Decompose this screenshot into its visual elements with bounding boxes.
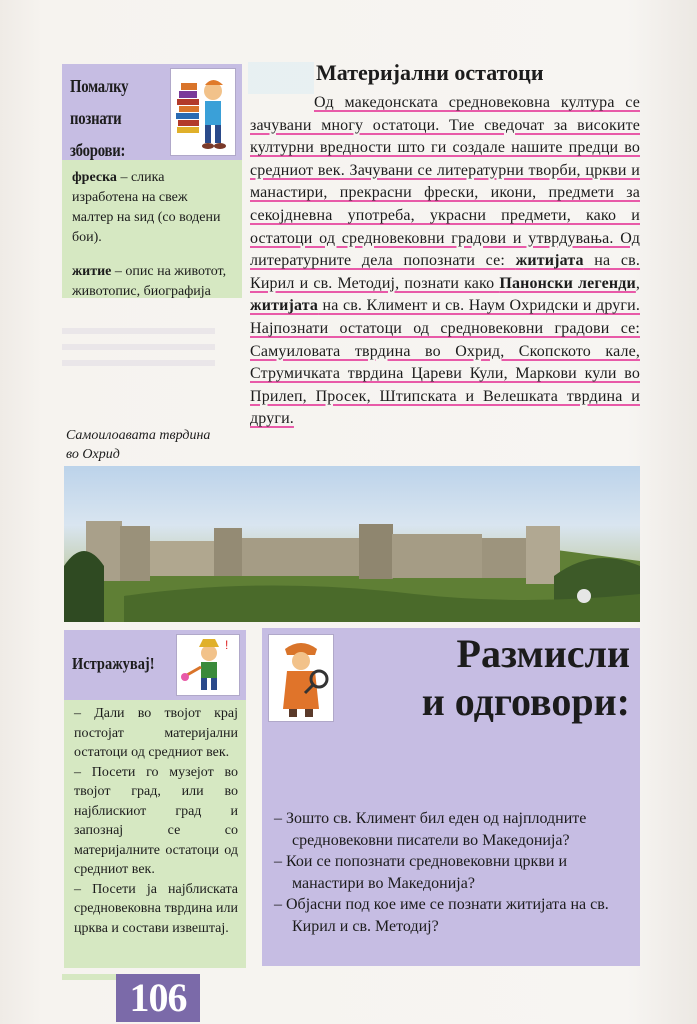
- fortress-photo: [64, 466, 640, 622]
- vocabulary-box: [62, 64, 242, 298]
- research-title: Истражувај!: [72, 654, 155, 673]
- svg-text:!: !: [225, 638, 229, 652]
- caption-line: Самоилоaвата тврдина: [66, 428, 211, 443]
- bold-term: житијата: [250, 297, 319, 315]
- research-item: – Посети ја најблиската средновековна тврдина или црква и состави извештај.: [74, 881, 238, 936]
- research-item: – Посети го музејот во твојот град, или во најблискиот град и запознај се со материјалните остатоци од средниот век.: [74, 764, 238, 877]
- vocabulary-header: [62, 64, 242, 160]
- definition: – слика изработена на свеж малтер на ѕид (со водени бои).: [72, 170, 221, 245]
- term: фреска: [72, 170, 117, 185]
- main-paragraph: [250, 92, 640, 431]
- think-and-answer-box: [262, 628, 640, 966]
- paragraph-text: ,: [635, 274, 641, 292]
- paragraph-text: на св. Климент и св. Наум Охридски и други. Најпознати остатоци од средновековни градови се: Самуиловата тврдина во Охрид, Скопското кале, Струмичката тврдина Цареви Кули, Маркови кули во Прилеп, Просек, Штипската и Велешката тврдина и други.: [250, 297, 640, 428]
- vocabulary-entry: [72, 168, 232, 248]
- think-title-line: и одговори:: [421, 679, 630, 724]
- page-number-strip: [62, 974, 116, 980]
- paragraph-text: на св. Кирил и св. Методиј, познати како: [250, 252, 641, 292]
- vocabulary-definitions: [62, 160, 242, 298]
- definition: – опис на животот, животопис, биографија: [72, 264, 227, 299]
- paragraph-text: Од македонската средновековна култура се зачувани многу остатоци. Тие сведочат за високите културни вредности што ги создале нашите предци во средниот век. Зачувани се литературни творби, цркви и манастири, прекрасни фрески, икони, предмети за секојдневна употреба, украсни предмети, како и остатоци од средновековни градови и утврдувања. Од литературните дела попознати се:: [250, 94, 640, 270]
- research-header: [64, 630, 246, 700]
- page-number: 106: [116, 974, 200, 1022]
- question-item: – Кои се попознати средновековни цркви и манастири во Македонија?: [274, 853, 567, 892]
- explorer-character-illustration: [176, 634, 240, 696]
- books-character-illustration: [170, 68, 236, 156]
- vocabulary-title: Помалку познати зборови:: [70, 76, 129, 160]
- bold-term: житијата: [515, 252, 584, 270]
- think-title-line: Размисли: [456, 631, 630, 676]
- term: житие: [72, 264, 112, 279]
- bleed-through-area: [62, 318, 242, 398]
- questions-list: [270, 808, 632, 937]
- detective-character-illustration: [268, 634, 334, 722]
- question-item: – Зошто св. Климент бил еден од најплодните средновековни писатели во Македонија?: [274, 810, 587, 849]
- research-item: – Дали во твојот крај постојат материјални остатоци од средниот век.: [74, 706, 238, 760]
- photo-caption: [66, 426, 210, 464]
- section-title: Материјални остатоци: [316, 60, 544, 85]
- research-box: [64, 630, 246, 968]
- bold-term: Панонски легенди: [499, 274, 636, 292]
- question-item: – Објасни под кое име се познати житијата на св. Кирил и св. Методиј?: [274, 896, 609, 935]
- bleed-through-text: [248, 62, 314, 94]
- caption-line: во Охрид: [66, 447, 120, 462]
- vocabulary-entry: [72, 262, 232, 302]
- think-title: [340, 630, 630, 726]
- research-tasks: [64, 700, 246, 968]
